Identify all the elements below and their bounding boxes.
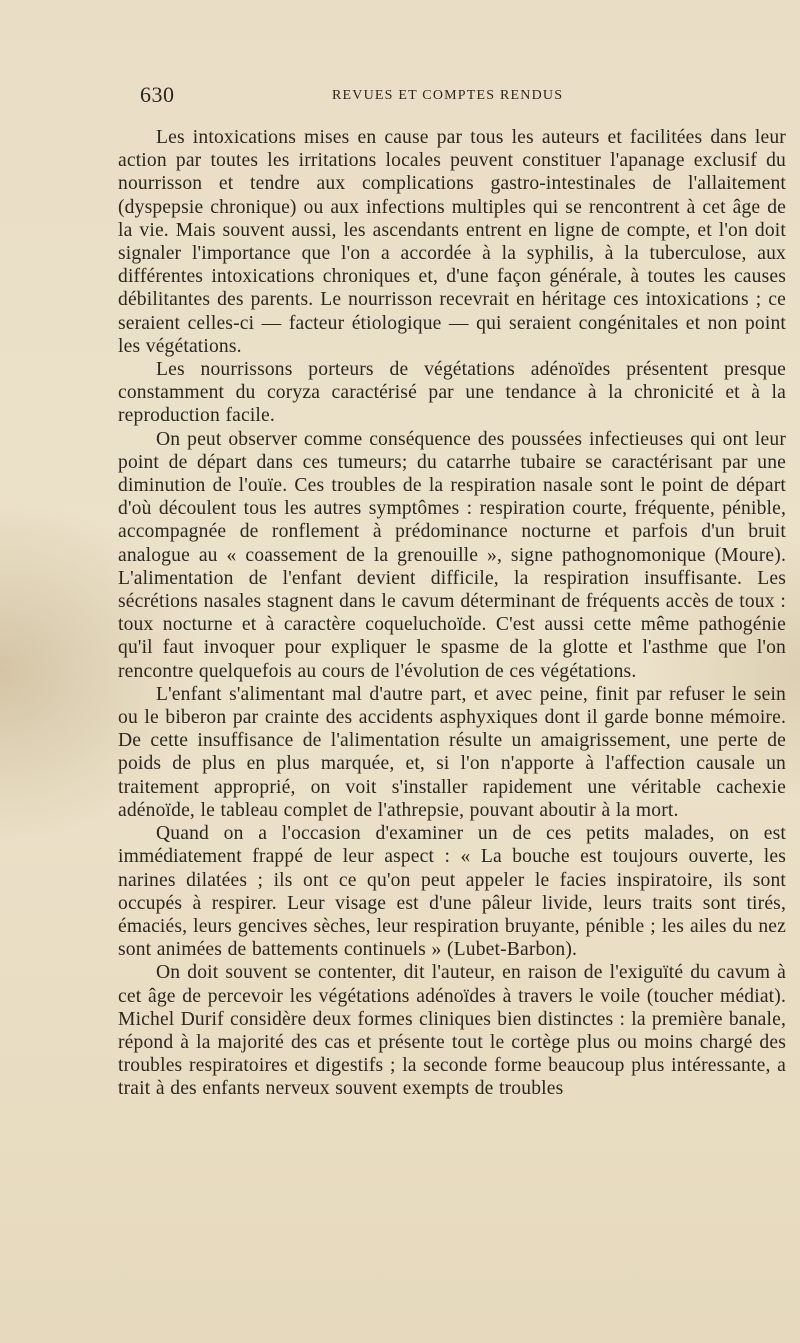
paragraph: On doit souvent se contenter, dit l'auteur, en raison de l'exiguïté du cavum à cet âge de percevoir les végétations adénoïdes à travers le voile (toucher médiat). Michel Durif considère deux formes cliniques bien distinctes : la première banale, répond à la majorité des cas et présente tout le cortège plus ou moins chargé des troubles respiratoires et digestifs ; la seconde forme beaucoup plus intéressante, a trait à des enfants nerveux souvent exempts de troubles [118, 962, 786, 1100]
paragraph: Quand on a l'occasion d'examiner un de ces petits malades, on est immédiatement frappé de leur aspect : « La bouche est toujours ouverte, les narines dilatées ; ils ont ce qu'on peut appeler le facies inspiratoire, ils sont occupés à respirer. Leur visage est d'une pâleur livide, leurs traits sont tirés, émaciés, leurs gencives sèches, leur respiration bruyante, pénible ; les ailes du nez sont animées de battements continuels » (Lubet-Barbon). [118, 823, 786, 961]
running-head: REVUES ET COMPTES RENDUS [332, 88, 564, 103]
paragraph: On peut observer comme conséquence des poussées infectieuses qui ont leur point de départ dans ces tumeurs; du catarrhe tubaire se caractérisant par une diminution de l'ouïe. Ces troubles de la respiration nasale sont le point de départ d'où découlent tous les autres symptômes : respiration courte, fréquente, pénible, accompagnée de ronflement à prédominance nocturne et parfois d'un bruit analogue au « coassement de la grenouille », signe pathognomonique (Moure). L'alimentation de l'enfant devient difficile, la respiration insuffisante. Les sécrétions nasales stagnent dans le cavum déterminant de fréquents accès de toux : toux nocturne et à caractère coqueluchoïde. C'est aussi cette même pathogénie qu'il faut invoquer pour expliquer le spasme de la glotte et l'asthme que l'on rencontre quelquefois au cours de l'évolution de ces végétations. [118, 428, 786, 682]
paragraph: L'enfant s'alimentant mal d'autre part, et avec peine, finit par refuser le sein ou le biberon par crainte des accidents asphyxiques dont il garde bonne mémoire. De cette insuffisance de l'alimentation résulte un amaigrissement, une perte de poids de plus en plus marquée, et, si l'on n'apporte à l'affection causale un traitement approprié, on voit s'installer rapidement une véritable cachexie adénoïde, le tableau complet de l'athrepsie, pouvant aboutir à la mort. [118, 683, 786, 821]
page-header [140, 82, 660, 112]
body-text [118, 126, 786, 1101]
paragraph: Les intoxications mises en cause par tous les auteurs et facilitées dans leur action par toutes les irritations locales peuvent constituer l'apanage exclusif du nourrisson et tendre aux complications gastro-intestinales de l'allaitement (dyspepsie chronique) ou aux infections multiples qui se rencontrent à cet âge de la vie. Mais souvent aussi, les ascendants entrent en ligne de compte, et l'on doit signaler l'importance que l'on a accordée à la syphilis, à la tuberculose, aux différentes intoxications chroniques et, d'une façon générale, à toutes les causes débilitantes des parents. Le nourrisson recevrait en héritage ces intoxications ; ce seraient celles-ci — facteur étiologique — qui seraient congénitales et non point les végétations. [118, 127, 786, 357]
paragraph: Les nourrissons porteurs de végétations adénoïdes présentent presque constamment du coryza caractérisé par une tendance à la chronicité et à la reproduction facile. [118, 359, 786, 427]
page-number: 630 [140, 82, 175, 107]
